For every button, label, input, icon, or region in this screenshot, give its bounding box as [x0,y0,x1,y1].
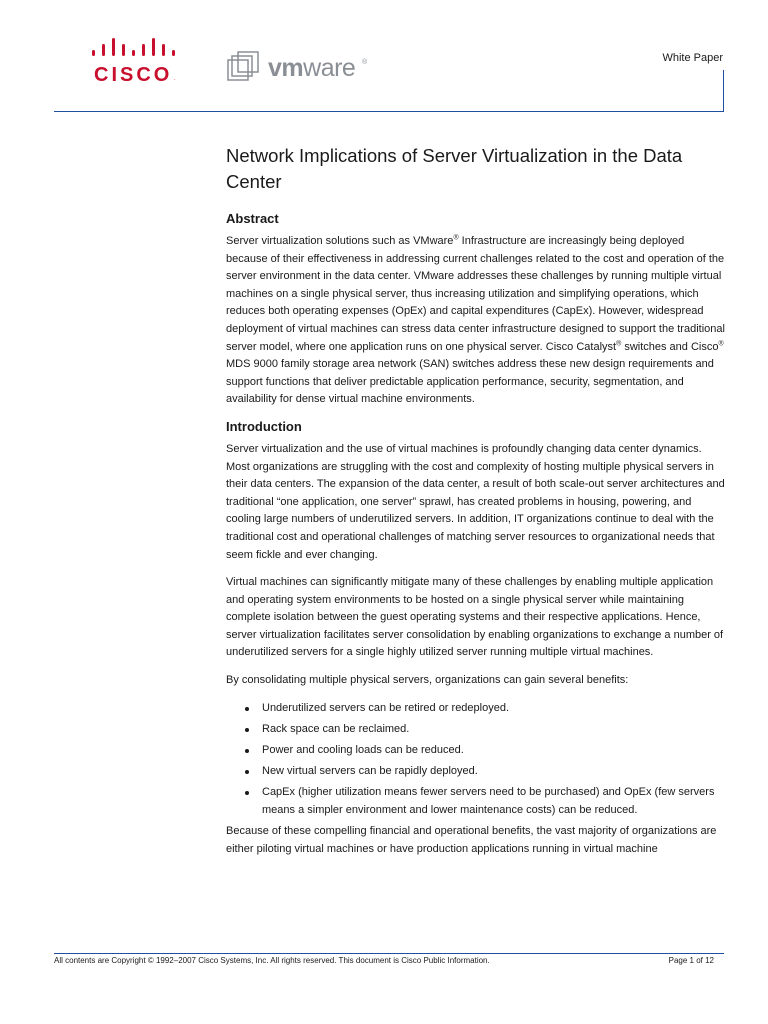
cisco-bars-icon [90,36,186,60]
header-vertical-rule [723,70,724,111]
cisco-logo [90,36,186,88]
list-item [242,763,726,781]
vmware-wordmark-vm: vm [268,54,304,82]
abstract-text-2: Infrastructure are increasingly being deployed because of their effectiveness in addressing current challenges related to the cost and operation of the server environment in the data center. VMware addresses these challenges by running multiple virtual machines on a single physical server, thus increasing utilization and simplifying operations, which reduces both operating expenses (OpEx) and capital expenditures (CapEx). However, widespread deployment of virtual machines can stress data center infrastructure designed to support the traditional server model, where one application runs on one physical server. Cisco Catalyst [226,235,725,353]
document-body [226,143,726,868]
abstract-heading: Abstract [226,211,279,226]
list-item-text: CapEx (higher utilization means fewer servers need to be purchased) and OpEx (few servers means a simpler environment and lower maintenance costs) can be reduced. [262,786,715,816]
benefits-list [226,700,726,820]
footer-copyright: All contents are Copyright © 1992–2007 Cisco Systems, Inc. All rights reserved. This document is Cisco Public Information. [54,956,490,965]
list-item [242,784,726,819]
bullet-icon [245,728,249,732]
cisco-wordmark: CISCO [94,64,173,86]
intro-paragraph: Server virtualization and the use of virtual machines is profoundly changing data center dynamics. Most organizations are struggling with the cost and complexity of hosting multiple physical servers in their data centers. The expansion of the data center, a result of both scale-out server architectures and traditional “one application, one server” sprawl, has created problems in housing, powering, and cooling large numbers of underutilized servers. In addition, IT organizations continue to deal with the traditional cost and operational challenges of matching server resources to organizational needs that seem fickle and ever changing. [226,442,725,561]
list-item [242,721,726,739]
closing-paragraph: Because of these compelling financial and operational benefits, the vast majority of organizations are either piloting virtual machines or have production applications running in virtual machine [226,825,717,855]
vmware-trademark: ® [362,59,368,66]
document-type-label: White Paper [662,52,723,64]
page-header [0,0,768,115]
abstract-text-4: MDS 9000 family storage area network (SAN) switches address these new design requirements and support functions that deliver predictable application performance, security, segmentation, and availability for dense virtual machine environments. [226,358,714,406]
abstract-text-3: switches and Cisco [621,340,719,353]
list-item [242,742,726,760]
bullet-icon [245,749,249,753]
abstract-text-1: Server virtualization solutions such as VMware [226,235,454,247]
registered-mark: ® [718,339,724,347]
page-number: Page 1 of 12 [668,956,714,965]
list-item-text: Power and cooling loads can be reduced. [262,744,464,757]
bullet-icon [245,791,249,795]
introduction-heading: Introduction [226,418,302,434]
bullet-icon [245,770,249,774]
list-item-text: Rack space can be reclaimed. [262,722,410,735]
abstract-paragraph [226,233,726,409]
header-rule [54,111,724,112]
intro-paragraph: Virtual machines can significantly mitigate many of these challenges by enabling multiple application and operating system environments to be hosted on a single physical server while maintaining complete isolation between the guest operating systems and their respective applications. Hence, server virtualization facilitates server consolidation by enabling organizations to exchange a number of underutilized servers for a single highly utilized server running multiple virtual machines. [226,576,724,659]
bullet-icon [245,707,249,711]
cisco-trademark: . [174,76,176,82]
vmware-squares-icon [226,50,262,86]
footer-rule [54,953,724,954]
list-item-text: Underutilized servers can be retired or redeployed. [262,701,510,714]
intro-paragraph: By consolidating multiple physical servers, organizations can gain several benefits: [226,674,629,687]
vmware-wordmark-ware: ware [303,54,356,82]
list-item [242,700,726,718]
registered-mark: ® [616,339,622,347]
registered-mark: ® [453,234,459,242]
vmware-logo [226,50,376,90]
vmware-wordmark [268,54,355,83]
list-item-text: New virtual servers can be rapidly deployed. [262,765,478,778]
document-title: Network Implications of Server Virtualization in the Data Center [226,145,683,192]
